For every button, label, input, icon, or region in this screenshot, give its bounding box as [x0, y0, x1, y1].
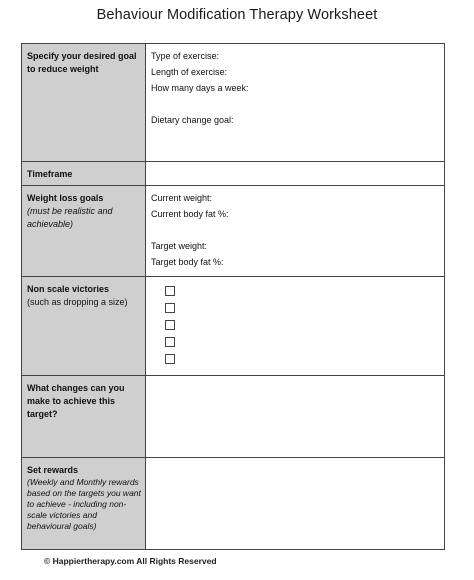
spacer: [151, 98, 440, 114]
worksheet-table: [21, 43, 445, 550]
goal-label-cell: [22, 44, 146, 162]
victory-checkbox-3[interactable]: [165, 320, 175, 330]
changes-label: What changes can you make to achieve this target?: [27, 383, 125, 419]
page-title: Behaviour Modification Therapy Worksheet: [96, 7, 378, 23]
row-victories: [22, 277, 445, 376]
changes-label-cell: [22, 376, 146, 458]
goal-value-cell[interactable]: [146, 44, 445, 162]
goal-label: Specify your desired goal to reduce weight: [27, 51, 137, 74]
weight-loss-label: Weight loss goals: [27, 193, 104, 203]
rewards-value-cell[interactable]: [146, 458, 445, 550]
row-timeframe: [22, 162, 445, 186]
spacer: [151, 224, 440, 240]
days-per-week-label: How many days a week:: [151, 83, 249, 93]
timeframe-label-cell: [22, 162, 146, 186]
row-weight-loss: [22, 186, 445, 277]
current-body-fat-label: Current body fat %:: [151, 209, 229, 219]
victory-checkbox-5[interactable]: [165, 354, 175, 364]
target-body-fat-label: Target body fat %:: [151, 257, 224, 267]
victories-label: Non scale victories: [27, 284, 110, 294]
victories-label-cell: [22, 277, 146, 376]
rewards-label: Set rewards: [27, 465, 79, 475]
changes-value-cell[interactable]: [146, 376, 445, 458]
weight-loss-note: (must be realistic and achievable): [27, 206, 113, 229]
length-of-exercise-label: Length of exercise:: [151, 67, 228, 77]
victories-note: (such as dropping a size): [27, 297, 128, 307]
victory-checkbox-1[interactable]: [165, 286, 175, 296]
row-changes: [22, 376, 445, 458]
victories-value-cell: [146, 277, 445, 376]
rewards-note: (Weekly and Monthly rewards based on the targets you want to achieve - including non-scale victories and behavioural goals): [27, 477, 141, 531]
timeframe-value-cell[interactable]: [146, 162, 445, 186]
target-weight-label: Target weight:: [151, 241, 208, 251]
weight-loss-label-cell: [22, 186, 146, 277]
rewards-label-cell: [22, 458, 146, 550]
row-rewards: [22, 458, 445, 550]
type-of-exercise-label: Type of exercise:: [151, 51, 220, 61]
current-weight-label: Current weight:: [151, 193, 213, 203]
weight-loss-value-cell[interactable]: [146, 186, 445, 277]
victory-checkbox-4[interactable]: [165, 337, 175, 347]
timeframe-label: Timeframe: [27, 169, 73, 179]
copyright-footer: © Happiertherapy.com All Rights Reserved: [44, 556, 217, 566]
checkbox-list: [151, 283, 440, 364]
dietary-change-goal-label: Dietary change goal:: [151, 115, 234, 125]
row-goal: [22, 44, 445, 162]
victory-checkbox-2[interactable]: [165, 303, 175, 313]
